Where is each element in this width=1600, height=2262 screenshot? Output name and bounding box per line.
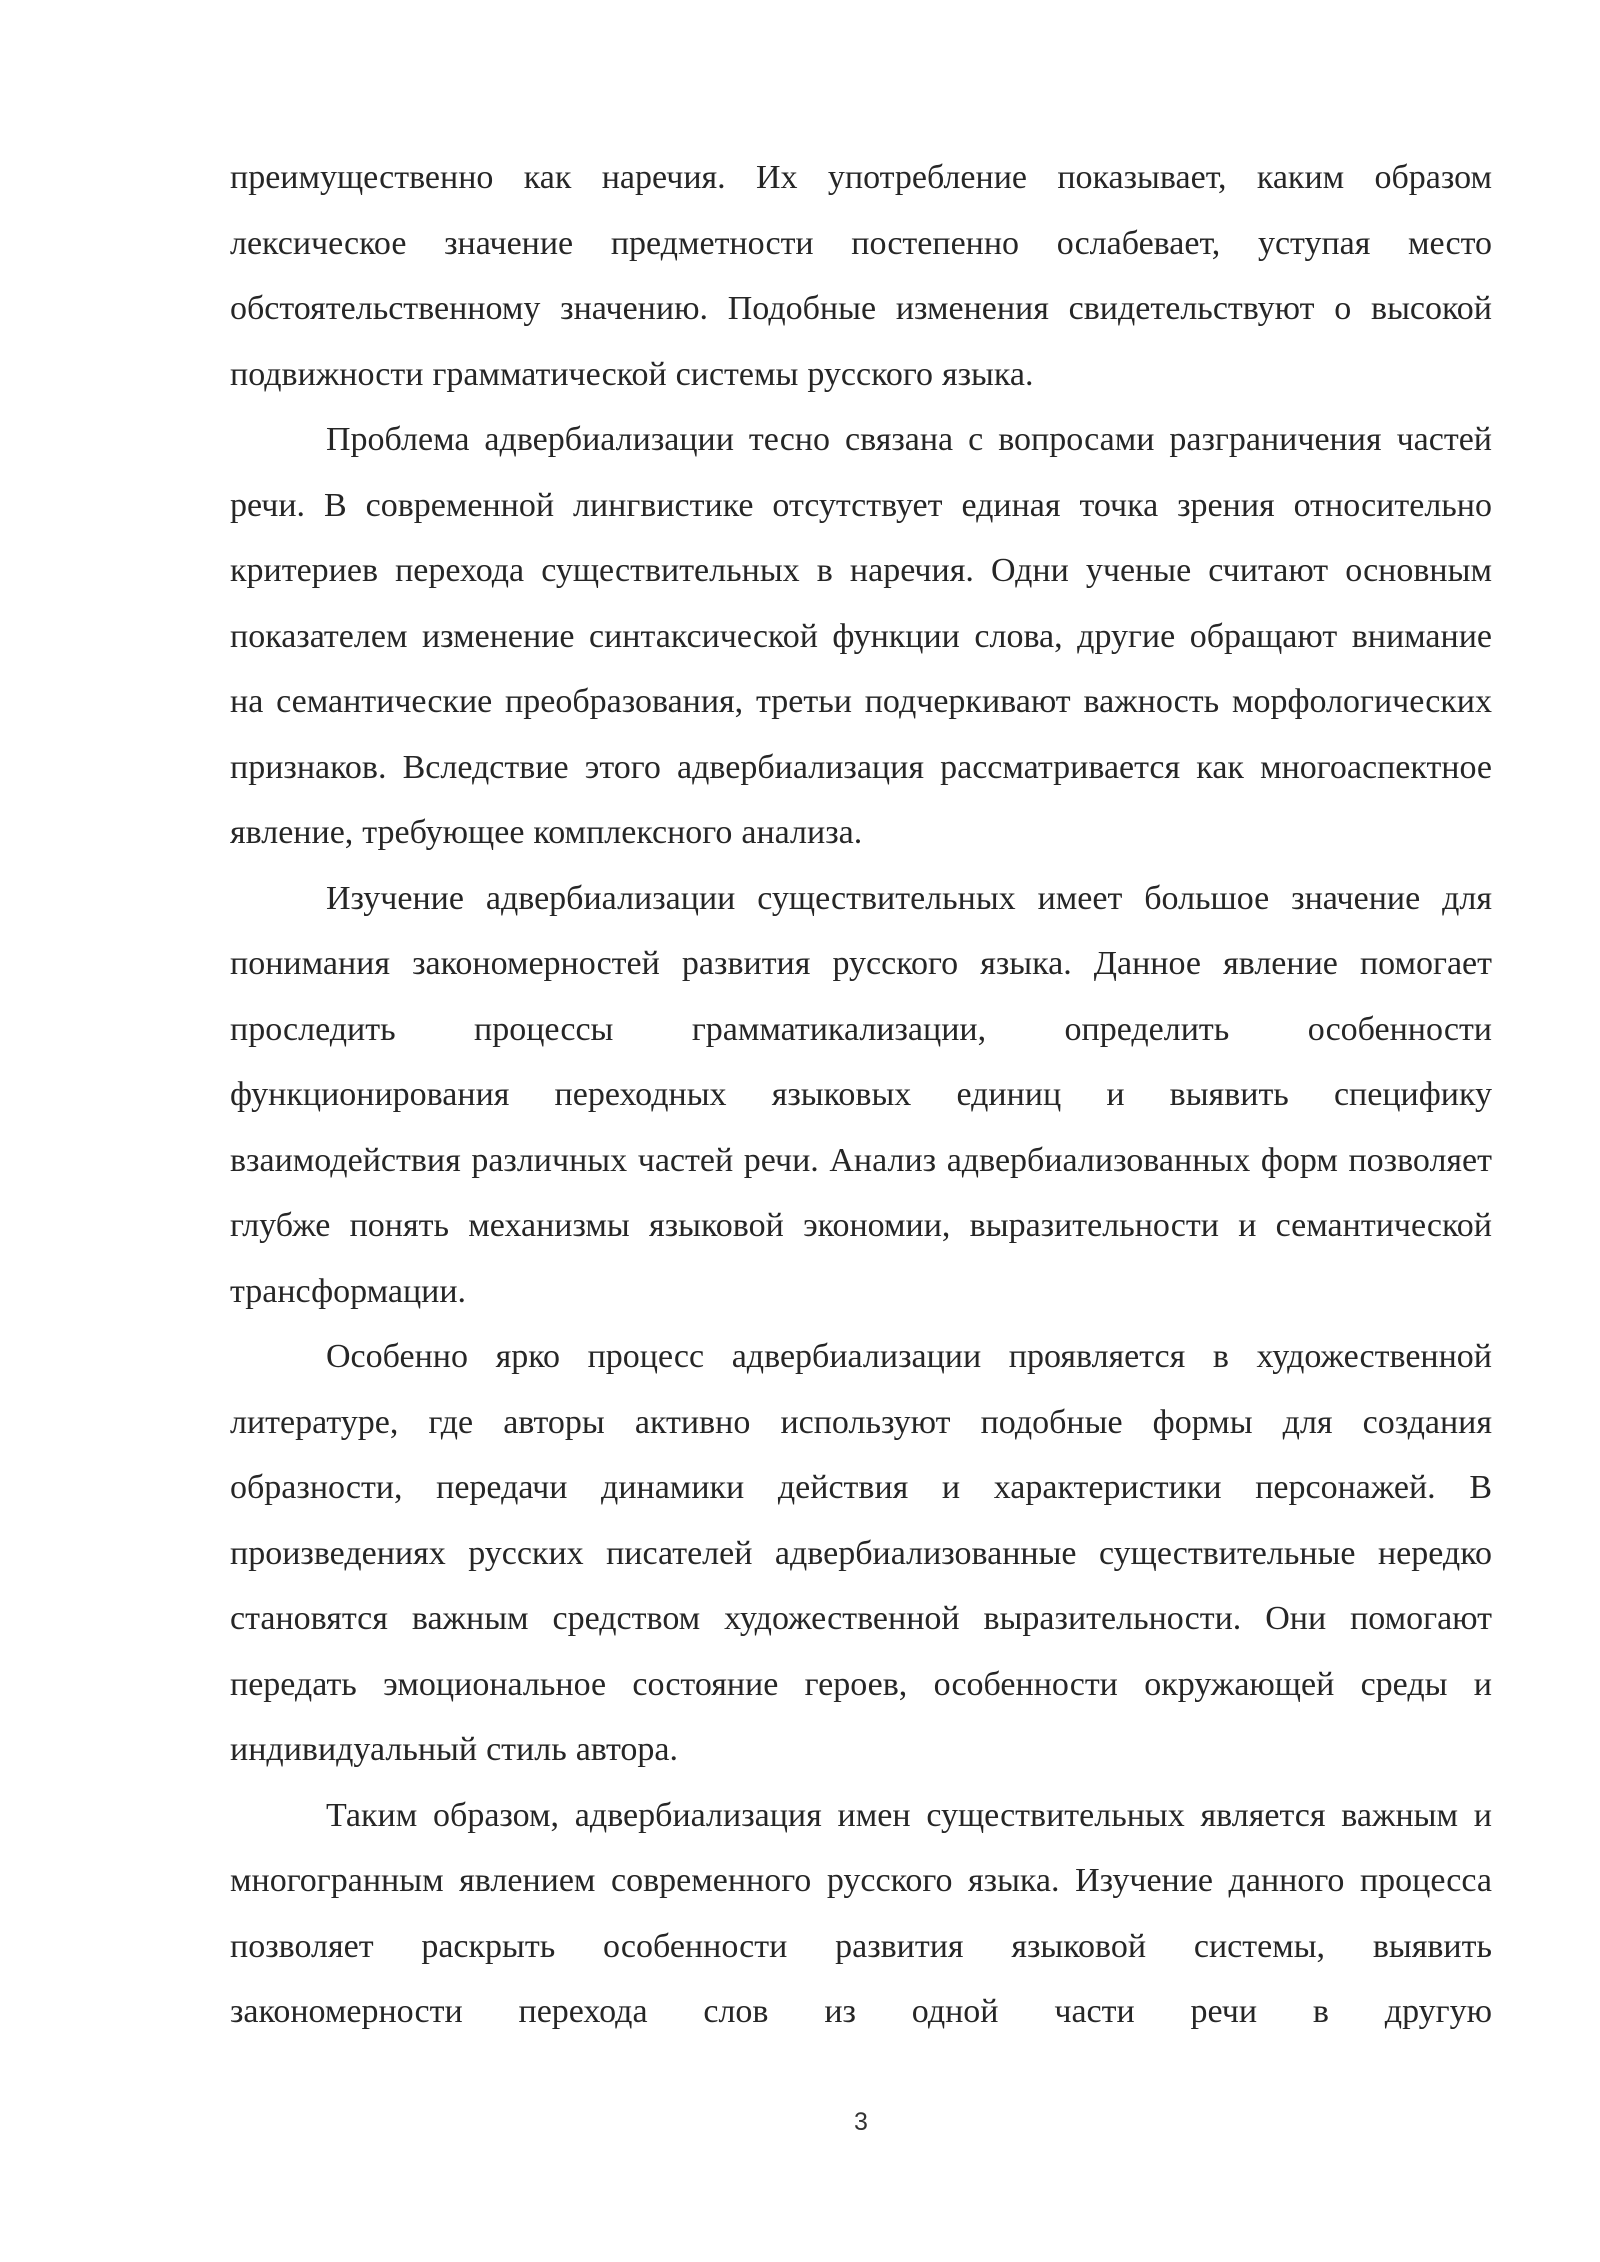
- paragraph-conclusion: Таким образом, адвербиализация имен существительных является важным и многогранным явлением современного русского языка. Изучение данного процесса позволяет раскрыть особенности развития языковой системы, выявить закономерности перехода слов из одной части речи в другую: [230, 1796, 1492, 2030]
- paragraph-problem: Проблема адвербиализации тесно связана с вопросами разграничения частей речи. В современной лингвистике отсутствует единая точка зрения относительно критериев перехода существительных в наречия. Одни ученые считают основным показателем изменение синтаксической функции слова, другие обращают внимание на семантические преобразования, третьи подчеркивают важность морфологических признаков. Вследствие этого адвербиализация рассматривается как многоаспектное явление, требующее комплексного анализа.: [230, 421, 1492, 851]
- paragraph-literature: Особенно ярко процесс адвербиализации проявляется в художественной литературе, где авторы активно используют подобные формы для создания образности, передачи динамики действия и характеристики персонажей. В произведениях русских писателей адвербиализованные существительные нередко становятся важным средством художественной выразительности. Они помогают передать эмоциональное состояние героев, особенности окружающей среды и индивидуальный стиль автора.: [230, 1338, 1492, 1768]
- page-number: 3: [854, 2108, 868, 2136]
- body-text: [230, 145, 1492, 2045]
- paragraph-continuation: преимущественно как наречия. Их употребление показывает, каким образом лексическое значение предметности постепенно ослабевает, уступая место обстоятельственному значению. Подобные изменения свидетельствуют о высокой подвижности грамматической системы русского языка.: [230, 159, 1492, 393]
- paragraph-study: Изучение адвербиализации существительных имеет большое значение для понимания закономерностей развития русского языка. Данное явление помогает проследить процессы грамматикализации, определить особенности функционирования переходных языковых единиц и выявить специфику взаимодействия различных частей речи. Анализ адвербиализованных форм позволяет глубже понять механизмы языковой экономии, выразительности и семантической трансформации.: [230, 879, 1492, 1310]
